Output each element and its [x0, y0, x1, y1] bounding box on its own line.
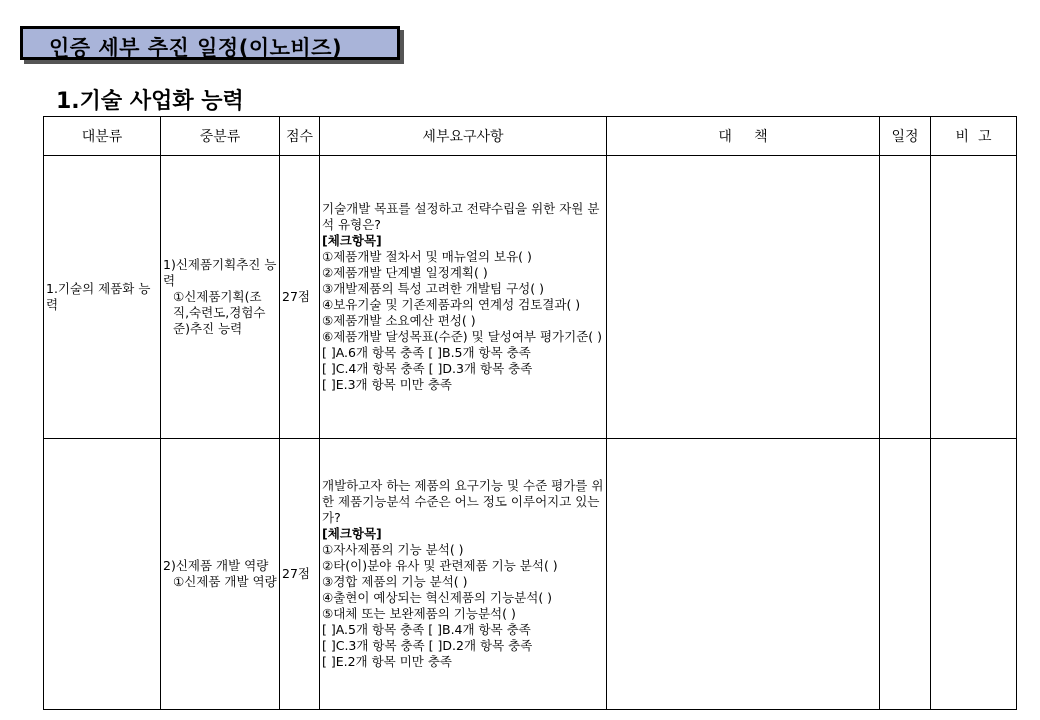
middle-category-text: 1)신제품기획추진 능력 [163, 257, 277, 288]
schedule-table [43, 116, 1017, 710]
checklist-item: ⑤대체 또는 보완제품의 기능분석( ) [322, 606, 516, 621]
score-text: 27점 [282, 289, 310, 304]
grade-option-line: [ ]A.5개 항목 충족 [ ]B.4개 항목 충족 [322, 622, 531, 637]
major-category-text: 1.기술의 제품화 능력 [46, 281, 151, 312]
middle-category-sub-text: ①신제품 개발 역량 [173, 574, 277, 589]
major-category-cell [44, 439, 161, 710]
header-major-category: 대분류 [44, 117, 161, 156]
header-measures: 대 책 [607, 117, 880, 156]
middle-category-text: 2)신제품 개발 역량 [163, 558, 269, 573]
checklist-item: ①제품개발 절차서 및 매뉴얼의 보유( ) [322, 249, 532, 264]
checklist-item: ④보유기술 및 기존제품과의 연계성 검토결과( ) [322, 297, 581, 312]
checklist-heading: [체크항목] [322, 233, 382, 248]
title-box [20, 26, 400, 60]
requirements-list [320, 201, 606, 393]
middle-category-sub-text: ①신제품기획(조직,숙련도,경험수준)추진 능력 [173, 289, 266, 336]
remarks-cell[interactable] [931, 156, 1017, 439]
grade-option-line: [ ]C.4개 항목 충족 [ ]D.3개 항목 충족 [322, 361, 533, 376]
middle-category-wrap [161, 558, 279, 590]
table-row [44, 439, 1017, 710]
header-middle-category: 중분류 [161, 117, 280, 156]
major-category-cell [44, 156, 161, 439]
checklist-item: ④출현이 예상되는 혁신제품의 기능분석( ) [322, 590, 553, 605]
page-title: 인증 세부 추진 일정(이노비즈) [49, 36, 343, 60]
requirement-question: 개발하고자 하는 제품의 요구기능 및 수준 평가를 위한 제품기능분석 수준은 어느 정도 이루어지고 있는가? [322, 478, 604, 525]
score-cell [280, 156, 320, 439]
score-cell [280, 439, 320, 710]
checklist-item: ⑤제품개발 소요예산 편성( ) [322, 313, 476, 328]
requirements-cell [320, 439, 607, 710]
table-header-row [44, 117, 1017, 156]
section-heading: 1.기술 사업화 능력 [56, 89, 244, 114]
remarks-cell[interactable] [931, 439, 1017, 710]
middle-category-cell [161, 156, 280, 439]
measures-cell[interactable] [607, 156, 880, 439]
table-row [44, 156, 1017, 439]
checklist-item: ③개발제품의 특성 고려한 개발팀 구성( ) [322, 281, 544, 296]
checklist-item: ②제품개발 단계별 일정계획( ) [322, 265, 488, 280]
middle-category-cell [161, 439, 280, 710]
checklist-item: ①자사제품의 기능 분석( ) [322, 542, 464, 557]
checklist-item: ②타(이)분야 유사 및 관련제품 기능 분석( ) [322, 558, 558, 573]
requirements-list [320, 478, 606, 670]
score-text: 27점 [282, 566, 310, 581]
checklist-item: ⑥제품개발 달성목표(수준) 및 달성여부 평가기준( ) [322, 329, 603, 344]
schedule-cell[interactable] [880, 439, 931, 710]
grade-option-line: [ ]C.3개 항목 충족 [ ]D.2개 항목 충족 [322, 638, 533, 653]
header-remarks: 비 고 [931, 117, 1017, 156]
header-schedule: 일정 [880, 117, 931, 156]
checklist-heading: [체크항목] [322, 526, 382, 541]
header-requirements: 세부요구사항 [320, 117, 607, 156]
requirement-question: 기술개발 목표를 설정하고 전략수립을 위한 자원 분석 유형은? [322, 201, 600, 232]
middle-category-wrap [161, 257, 279, 337]
schedule-cell[interactable] [880, 156, 931, 439]
grade-option-line: [ ]E.3개 항목 미만 충족 [322, 377, 452, 392]
measures-cell[interactable] [607, 439, 880, 710]
grade-option-line: [ ]A.6개 항목 충족 [ ]B.5개 항목 충족 [322, 345, 531, 360]
header-score: 점수 [280, 117, 320, 156]
grade-option-line: [ ]E.2개 항목 미만 충족 [322, 654, 452, 669]
requirements-cell [320, 156, 607, 439]
checklist-item: ③경합 제품의 기능 분석( ) [322, 574, 468, 589]
